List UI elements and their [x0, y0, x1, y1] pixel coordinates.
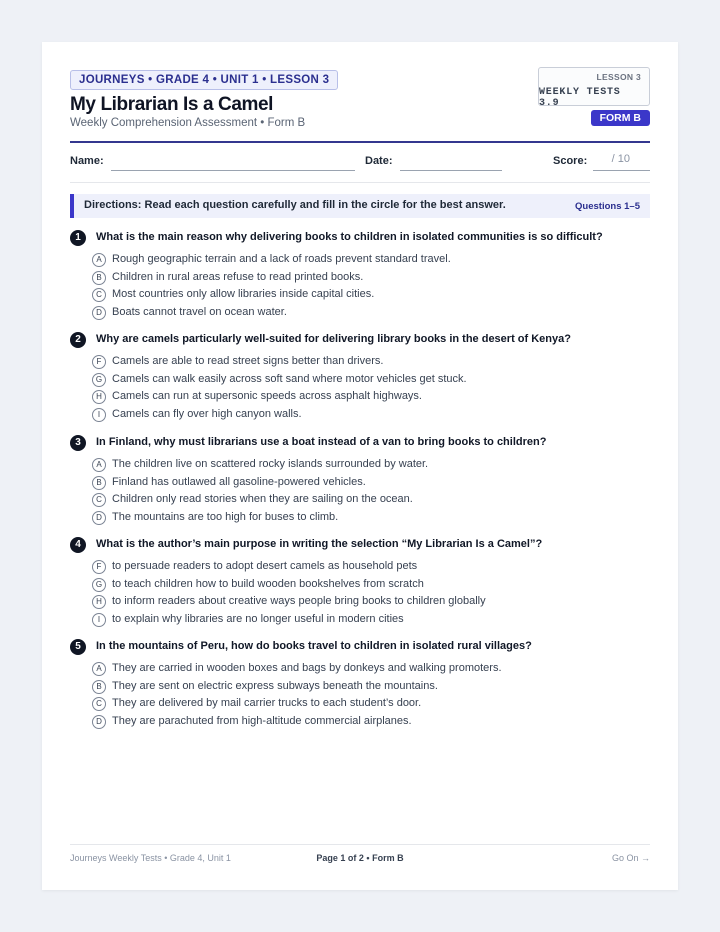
answer-bubble[interactable]: B [92, 680, 106, 694]
test-label: WEEKLY TESTS 3.9 [539, 87, 621, 109]
question-number: 1 [70, 230, 86, 246]
answer-text: Finland has outlawed all gasoline-powered vehicles. [112, 476, 366, 488]
question-text: In Finland, why must librarians use a boat instead of a van to bring books to children? [96, 436, 547, 448]
answer-bubble[interactable]: H [92, 390, 106, 404]
questions-range: Questions 1–5 [575, 201, 640, 212]
answer-bubble[interactable]: A [92, 662, 106, 676]
answer-text: Camels can run at supersonic speeds across asphalt highways. [112, 390, 422, 402]
directions-box [70, 194, 650, 218]
answer-bubble[interactable]: G [92, 578, 106, 592]
series-kicker: JOURNEYS • GRADE 4 • UNIT 1 • LESSON 3 [70, 70, 338, 90]
answer-text: The children live on scattered rocky islands surrounded by water. [112, 458, 429, 470]
answer-bubble[interactable]: C [92, 288, 106, 302]
answer-bubble[interactable]: F [92, 355, 106, 369]
answer-text: Most countries only allow libraries inside capital cities. [112, 288, 375, 300]
answer-text: to persuade readers to adopt desert camels as household pets [112, 560, 418, 572]
lesson-label: LESSON 3 [596, 72, 641, 82]
answer-text: Children only read stories when they are sailing on the ocean. [112, 493, 413, 505]
date-label: Date: [365, 155, 393, 167]
page-indicator: Page 1 of 2 • Form B [316, 853, 404, 863]
go-on-link[interactable]: Go On → [611, 853, 650, 863]
question-text: In the mountains of Peru, how do books travel to children in isolated rural villages? [96, 640, 532, 652]
page-subtitle: Weekly Comprehension Assessment • Form B [70, 117, 306, 129]
answer-text: to inform readers about creative ways people bring books to children globally [112, 595, 486, 607]
answer-text: They are carried in wooden boxes and bags by donkeys and walking promoters. [112, 662, 502, 674]
page-content [70, 70, 650, 890]
header-rule [70, 141, 650, 143]
name-label: Name: [70, 155, 104, 167]
answer-text: Boats cannot travel on ocean water. [112, 306, 287, 318]
answer-bubble[interactable]: I [92, 613, 106, 627]
answer-bubble[interactable]: D [92, 715, 106, 729]
answer-text: The mountains are too high for buses to climb. [112, 511, 339, 523]
question-number: 3 [70, 435, 86, 451]
answer-bubble[interactable]: C [92, 493, 106, 507]
answer-bubble[interactable]: G [92, 373, 106, 387]
question-text: Why are camels particularly well-suited for delivering library books in the desert of Kenya? [96, 333, 571, 345]
answer-text: Camels are able to read street signs better than drivers. [112, 355, 384, 367]
name-field[interactable] [111, 170, 355, 171]
answer-text: They are sent on electric express subways beneath the mountains. [112, 680, 438, 692]
lesson-box [538, 67, 650, 109]
answer-bubble[interactable]: A [92, 253, 106, 267]
directions-text: Directions: Read each question carefully and fill in the circle for the best answer. [84, 199, 506, 211]
score-total: / 10 [611, 153, 630, 165]
score-field[interactable] [593, 170, 650, 171]
question-number: 2 [70, 332, 86, 348]
answer-text: Camels can walk easily across soft sand where motor vehicles get stuck. [112, 373, 467, 385]
question-number: 5 [70, 639, 86, 655]
question-text: What is the main reason why delivering books to children in isolated communities is so difficult? [96, 231, 603, 243]
answer-bubble[interactable]: C [92, 697, 106, 711]
page-title: My Librarian Is a Camel [70, 94, 274, 115]
answer-text: They are delivered by mail carrier trucks to each student’s door. [112, 697, 422, 709]
score-label: Score: [553, 155, 588, 167]
answer-bubble[interactable]: F [92, 560, 106, 574]
divider [70, 182, 650, 183]
answer-bubble[interactable]: D [92, 511, 106, 525]
answer-bubble[interactable]: I [92, 408, 106, 422]
answer-text: to teach children how to build wooden bookshelves from scratch [112, 578, 424, 590]
question-number: 4 [70, 537, 86, 553]
answer-text: Children in rural areas refuse to read printed books. [112, 271, 364, 283]
answer-bubble[interactable]: B [92, 271, 106, 285]
footer-divider [70, 844, 650, 845]
answer-bubble[interactable]: A [92, 458, 106, 472]
form-badge: FORM B [591, 110, 650, 126]
answer-text: They are parachuted from high-altitude commercial airplanes. [112, 715, 412, 727]
answer-bubble[interactable]: D [92, 306, 106, 320]
answer-text: Camels can fly over high canyon walls. [112, 408, 302, 420]
question-text: What is the author’s main purpose in writing the selection “My Librarian Is a Camel”? [96, 538, 543, 550]
answer-text: Rough geographic terrain and a lack of roads prevent standard travel. [112, 253, 451, 265]
answer-bubble[interactable]: H [92, 595, 106, 609]
test-page [42, 42, 678, 890]
date-field[interactable] [400, 170, 502, 171]
footer-source: Journeys Weekly Tests • Grade 4, Unit 1 [70, 853, 231, 863]
answer-bubble[interactable]: B [92, 476, 106, 490]
answer-text: to explain why libraries are no longer useful in modern cities [112, 613, 404, 625]
